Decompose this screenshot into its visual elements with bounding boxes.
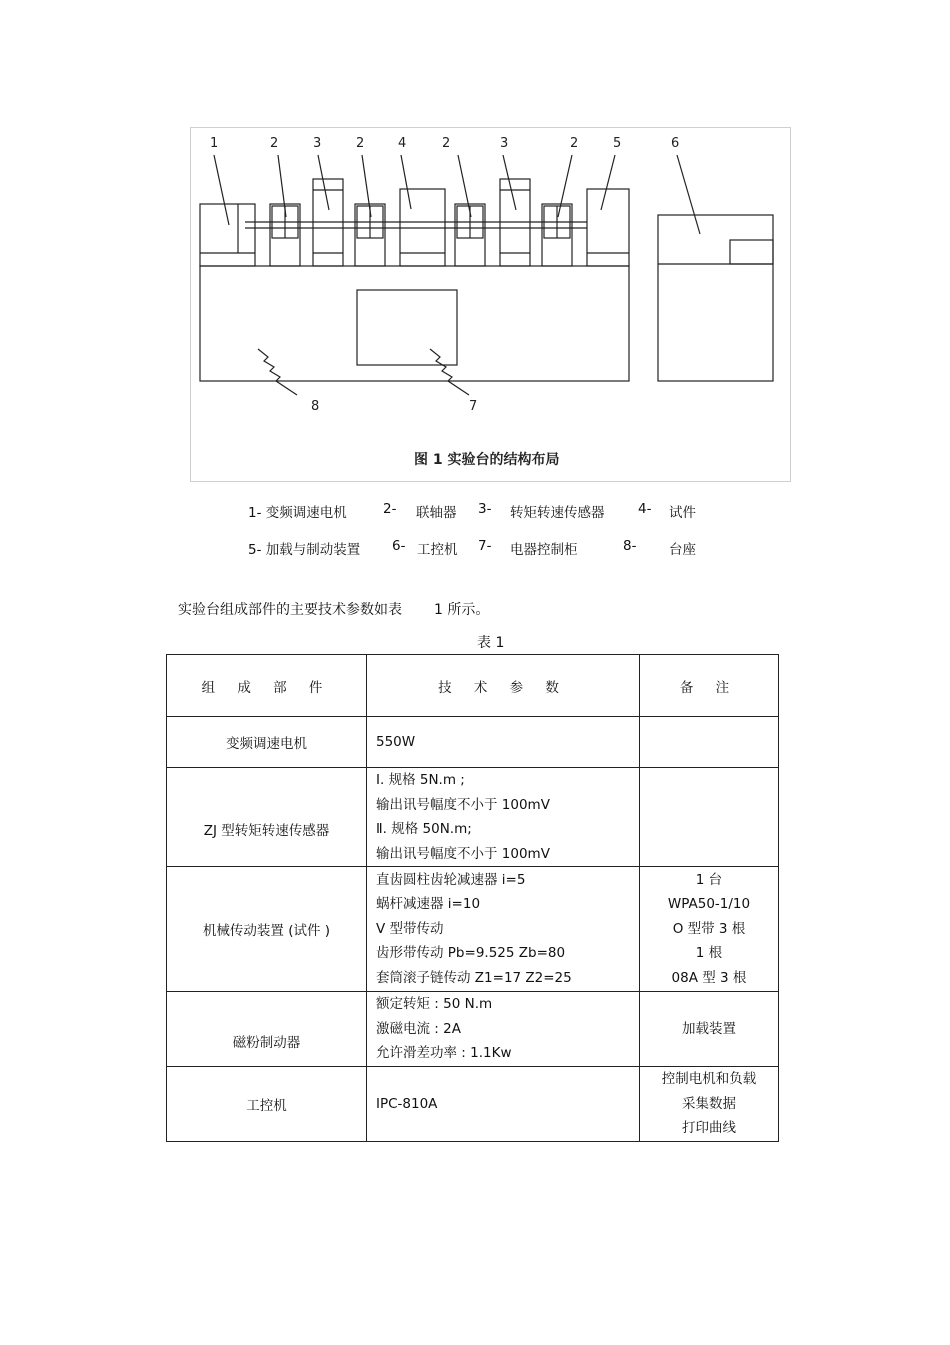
cell-component: 变频调速电机 — [167, 717, 367, 768]
header-params: 技 术 参 数 — [367, 655, 640, 717]
cell-notes — [640, 768, 779, 867]
cell-params: 550W — [367, 717, 640, 768]
legend-item: 5- 加载与制动装置 — [248, 542, 361, 558]
legend-item: 工控机 — [417, 542, 458, 558]
header-notes: 备 注 — [640, 655, 779, 717]
structure-figure — [190, 127, 791, 482]
label-6: 6 — [671, 136, 680, 151]
base-block — [200, 266, 629, 381]
cell-params: 直齿圆柱齿轮减速器 i=5 蜗杆减速器 i=10 V 型带传动 齿形带传动 Pb=9.525 Zb=80 套筒滚子链传动 Z1=17 Z2=25 — [367, 867, 640, 992]
label-3a: 3 — [313, 136, 322, 151]
figure-caption: 图 1 实验台的结构布局 — [414, 452, 560, 468]
table-header-row — [167, 655, 779, 717]
cell-notes: 加载装置 — [640, 992, 779, 1067]
cell-params: IPC-810A — [367, 1067, 640, 1142]
table-row — [167, 717, 779, 768]
label-2b: 2 — [356, 136, 365, 151]
label-2a: 2 — [270, 136, 279, 151]
legend-item: 电器控制柜 — [510, 542, 578, 558]
label-5: 5 — [613, 136, 622, 151]
legend-item: 试件 — [669, 505, 696, 521]
intro-text — [178, 599, 489, 619]
label-1: 1 — [210, 136, 219, 151]
label-3b: 3 — [500, 136, 509, 151]
table-row — [167, 867, 779, 992]
cell-component: 磁粉制动器 — [167, 992, 367, 1067]
cell-params: Ⅰ. 规格 5N.m ; 输出讯号幅度不小于 100mV Ⅱ. 规格 50N.m; 输出讯号幅度不小于 100mV — [367, 768, 640, 867]
legend-num: 2- — [383, 501, 397, 517]
legend-num: 7- — [478, 538, 492, 554]
table-row — [167, 1067, 779, 1142]
label-2c: 2 — [442, 136, 451, 151]
legend-item: 台座 — [669, 542, 696, 558]
cell-component: ZJ 型转矩转速传感器 — [167, 768, 367, 867]
intro-after: 1 所示。 — [434, 602, 490, 618]
legend-item: 1- 变频调速电机 — [248, 505, 347, 521]
label-4: 4 — [398, 136, 407, 151]
cell-params: 额定转矩 : 50 N.m 激磁电流 : 2A 允许滑差功率 : 1.1Kw — [367, 992, 640, 1067]
label-2d: 2 — [570, 136, 579, 151]
legend-num: 3- — [478, 501, 492, 517]
legend-item: 转矩转速传感器 — [510, 505, 605, 521]
legend-num: 8- — [623, 538, 637, 554]
brake-block — [587, 189, 629, 266]
cell-component: 工控机 — [167, 1067, 367, 1142]
label-8: 8 — [311, 399, 320, 414]
table-row — [167, 992, 779, 1067]
legend-item: 联轴器 — [416, 505, 457, 521]
table-row — [167, 768, 779, 867]
header-component: 组 成 部 件 — [167, 655, 367, 717]
legend-num: 6- — [392, 538, 406, 554]
motor-block — [200, 204, 255, 266]
cell-notes: 控制电机和负载 采集数据 打印曲线 — [640, 1067, 779, 1142]
figure-frame — [191, 128, 791, 482]
control-cabinet-block — [357, 290, 457, 365]
label-7: 7 — [469, 399, 478, 414]
cell-component: 机械传动装置 (试件 ) — [167, 867, 367, 992]
intro-before: 实验台组成部件的主要技术参数如表 — [178, 602, 402, 618]
cell-notes: 1 台 WPA50-1/10 O 型带 3 根 1 根 08A 型 3 根 — [640, 867, 779, 992]
legend-num: 4- — [638, 501, 652, 517]
cell-notes — [640, 717, 779, 768]
table-caption: 表 1 — [477, 635, 505, 651]
parameters-table — [166, 654, 779, 1142]
